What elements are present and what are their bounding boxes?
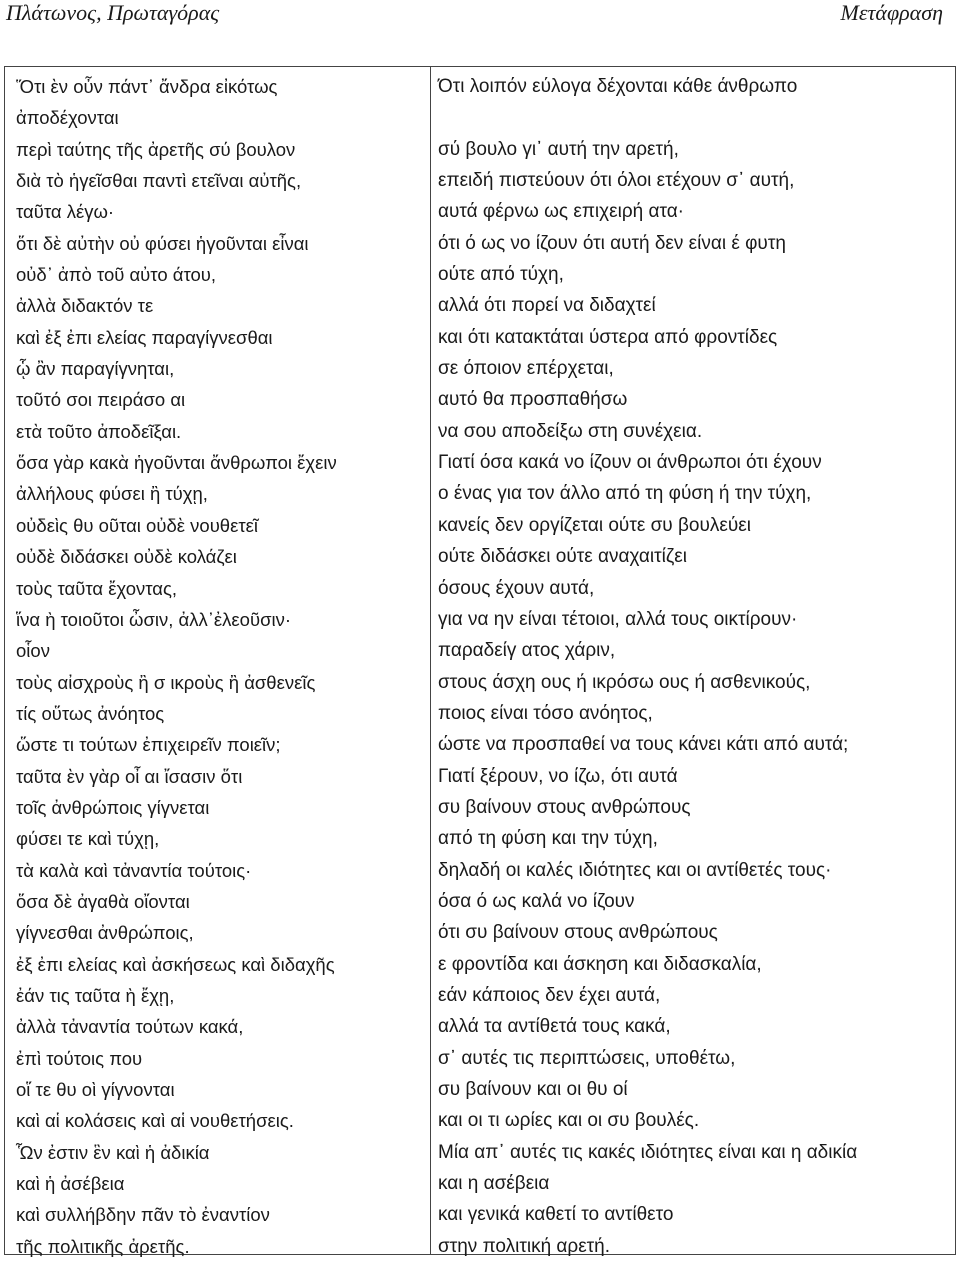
translation-heading: Μετάφραση — [840, 0, 943, 25]
greek-text-line: τῆς πολιτικῆς ἀρετῆς. — [16, 1235, 190, 1257]
greek-text-line: ταῦτα λέγω· — [16, 201, 115, 223]
greek-text-line: καὶ ἡ ἀσέβεια — [16, 1173, 125, 1195]
translation-text-line: αλλά τα αντίθετά τους κακά, — [438, 1016, 671, 1038]
translation-text-line: παραδείγ ατος χάριν, — [438, 640, 616, 662]
modern-greek-translation-column — [438, 71, 857, 1262]
translation-text-line: συ βαίνουν και οι θυ οί — [438, 1079, 628, 1100]
greek-text-line: διὰ τὸ ἡγεῖσθαι παντὶ ετεῖναι αὐτῆς, — [16, 170, 302, 192]
translation-text-line: ώστε να προσπαθεί να τους κάνει κάτι από αυτά; — [438, 734, 849, 756]
greek-text-line: ὅσα γὰρ κακὰ ἡγοῦνται ἄνθρωποι ἔχειν — [16, 452, 337, 474]
translation-text-line: Ότι λοιπόν εύλογα δέχονται κάθε άνθρωπο — [438, 76, 798, 97]
translation-text-line: αυτό θα προσπαθήσω — [438, 389, 628, 411]
translation-text-line: ο ένας για τον άλλο από τη φύση ή την τύχη, — [438, 483, 812, 505]
greek-text-line: ᾧ ἂν παραγίγνηται, — [16, 358, 175, 380]
greek-original-column — [16, 71, 337, 1262]
translation-text-line: συ βαίνουν στους ανθρώπους — [438, 796, 691, 818]
greek-text-line: ἐπὶ τούτοις που — [16, 1047, 143, 1069]
translation-text-line: Μία απ᾽ αυτές τις κακές ιδιότητες είναι και η αδικία — [438, 1141, 858, 1163]
translation-text-line: αλλά ότι πορεί να διδαχτεί — [438, 295, 656, 317]
column-divider — [430, 67, 431, 1254]
greek-text-line: Ὧν ἐστιν ἓν καὶ ἡ ἀδικία — [16, 1141, 210, 1163]
translation-text-line: ούτε από τύχη, — [438, 264, 564, 286]
translation-text-line: σε όποιον επέρχεται, — [438, 358, 614, 380]
translation-text-line: από τη φύση και την τύχη, — [438, 828, 658, 850]
translation-text-line: Γιατί όσα κακά νο ίζουν οι άνθρωποι ότι έχουν — [438, 452, 822, 474]
greek-text-line: ὥστε τι τούτων ἐπιχειρεῖν ποιεῖν; — [16, 734, 281, 756]
translation-text-line: ότι συ βαίνουν στους ανθρώπους — [438, 922, 718, 944]
translation-text-line: ότι ό ως νο ίζουν ότι αυτή δεν είναι έ φυτη — [438, 232, 786, 254]
translation-text-line: επειδή πιστεύουν ότι όλοι ετέχουν σ᾽ αυτή, — [438, 170, 795, 192]
greek-text-line: οὐδεὶς θυ οῦται οὐδὲ νουθετεῖ — [16, 514, 259, 536]
greek-text-line: οἷον — [16, 640, 50, 662]
greek-text-line: τοὺς αἰσχροὺς ἢ σ ικροὺς ἢ ἀσθενεῖς — [16, 671, 316, 693]
translation-text-line: και η ασέβεια — [438, 1173, 550, 1195]
greek-text-line: ἀλλήλους φύσει ἢ τύχῃ, — [16, 483, 208, 505]
translation-text-line: ποιος είναι τόσο ανόητος, — [438, 702, 653, 724]
translation-text-line: αυτά φέρνω ως επιχειρή ατα· — [438, 201, 685, 223]
greek-text-line: καὶ αἱ κολάσεις καὶ αἱ νουθετήσεις. — [16, 1110, 294, 1132]
translation-text-line: Γιατί ξέρουν, νο ίζω, ότι αυτά — [438, 765, 678, 787]
greek-text-line: περὶ ταύτης τῆς ἀρετῆς σύ βουλον — [16, 138, 296, 160]
greek-text-line: τοὺς ταῦτα ἔχοντας, — [16, 577, 178, 599]
greek-text-line: καὶ συλλήβδην πᾶν τὸ ἐναντίον — [16, 1204, 270, 1226]
translation-text-line: για να ην είναι τέτοιοι, αλλά τους οικτίρουν· — [438, 608, 798, 630]
translation-text-line: στην πολιτική αρετή. — [438, 1235, 611, 1257]
greek-text-line: ἀλλὰ διδακτόν τε — [16, 295, 154, 317]
greek-text-line: οὐδὲ διδάσκει οὐδὲ κολάζει — [16, 546, 237, 568]
greek-text-line: γίγνεσθαι ἀνθρώποις, — [16, 922, 194, 944]
translation-text-line: και γενικά καθετί το αντίθετο — [438, 1204, 674, 1226]
translation-text-line: στους άσχη ους ή ικρόσω ους ή ασθενικούς, — [438, 671, 811, 693]
greek-text-line: ἀποδέχονται — [16, 107, 119, 129]
greek-text-line: τὰ καλὰ καὶ τἀναντία τούτοις· — [16, 859, 252, 881]
greek-text-line: οὐδ᾽ ἀπὸ τοῦ αὐτο άτου, — [16, 264, 217, 286]
work-title: Πλάτωνος, Πρωταγόρας — [6, 0, 220, 25]
translation-text-line: σύ βουλο γι᾽ αυτή την αρετή, — [438, 138, 679, 160]
translation-text-line: ε φροντίδα και άσκηση και διδασκαλία, — [438, 953, 762, 975]
translation-text-line: όσα ό ως καλά νο ίζουν — [438, 890, 635, 912]
translation-text-line: ούτε διδάσκει ούτε αναχαιτίζει — [438, 546, 687, 568]
translation-text-line: σ᾽ αυτές τις περιπτώσεις, υποθέτω, — [438, 1047, 736, 1069]
translation-text-line: κανείς δεν οργίζεται ούτε συ βουλεύει — [438, 514, 751, 536]
parallel-text-table — [4, 66, 956, 1255]
greek-text-line: ἐξ ἐπι ελείας καὶ ἀσκήσεως καὶ διδαχῆς — [16, 953, 335, 975]
greek-text-line: ὅτι δὲ αὐτὴν οὐ φύσει ἡγοῦνται εἶναι — [16, 232, 309, 254]
translation-text-line: και οι τι ωρίες και οι συ βουλές. — [438, 1110, 700, 1132]
translation-text-line: όσους έχουν αυτά, — [438, 577, 595, 599]
greek-text-line: Ὅτι ὲν οὖν πάντ᾽ ἄνδρα εἰκότως — [16, 76, 278, 97]
greek-text-line: ταῦτα ὲν γὰρ οἶ αι ἴσασιν ὅτι — [16, 765, 243, 787]
translation-text-line — [438, 102, 857, 133]
translation-text-line: εάν κάποιος δεν έχει αυτά, — [438, 984, 661, 1006]
greek-text-line: τοῦτό σοι πειράσο αι — [16, 389, 186, 411]
greek-text-line: τοῖς ἀνθρώποις γίγνεται — [16, 796, 210, 818]
greek-text-line: ἐάν τις ταῦτα ὴ ἔχῃ, — [16, 984, 175, 1006]
greek-text-line: καὶ ἐξ ἐπι ελείας παραγίγνεσθαι — [16, 326, 273, 348]
greek-text-line: ετὰ τοῦτο ἀποδεῖξαι. — [16, 420, 182, 442]
greek-text-line: ὅσα δὲ ἀγαθὰ οἴονται — [16, 890, 190, 912]
translation-text-line: να σου αποδείξω στη συνέχεια. — [438, 420, 703, 442]
page-header — [0, 0, 960, 28]
greek-text-line: ἵνα ὴ τοιοῦτοι ὦσιν, ἀλλ᾽ἐλεοῦσιν· — [16, 608, 292, 630]
greek-text-line: τίς οὕτως ἀνόητος — [16, 702, 165, 724]
greek-text-line: φύσει τε καὶ τύχῃ, — [16, 828, 160, 850]
greek-text-line: ἀλλὰ τἀναντία τούτων κακά, — [16, 1016, 244, 1038]
greek-text-line: οἵ τε θυ οὶ γίγνονται — [16, 1079, 175, 1100]
translation-text-line: και ότι κατακτάται ύστερα από φροντίδες — [438, 326, 778, 348]
translation-text-line: δηλαδή οι καλές ιδιότητες και οι αντίθετές τους· — [438, 859, 832, 881]
